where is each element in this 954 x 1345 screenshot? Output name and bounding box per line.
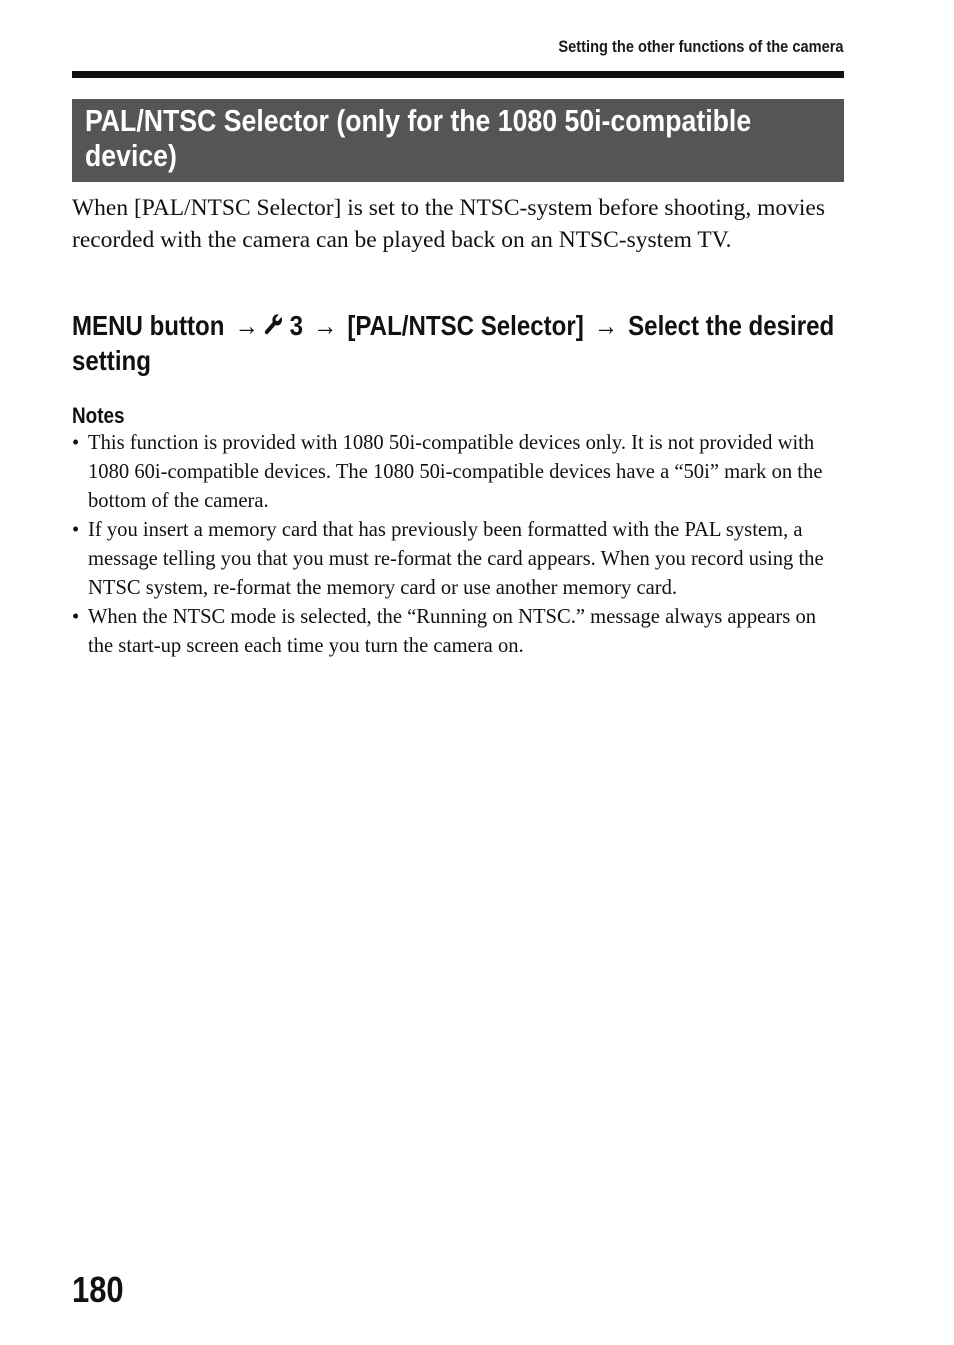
wrench-icon <box>264 313 285 337</box>
notes-list <box>72 429 844 661</box>
note-text: If you insert a memory card that has previously been formatted with the PAL system, a message telling you that you must re-format the card appears. When you record using the NTSC system, re-format the memory card or use another memory card. <box>88 519 824 599</box>
bullet: • <box>72 519 80 541</box>
intro-paragraph: When [PAL/NTSC Selector] is set to the NTSC-system before shooting, movies recorded with the camera can be played back on an NTSC-system TV. <box>72 195 826 253</box>
menu-path-start: MENU button <box>72 310 225 341</box>
note-text: This function is provided with 1080 50i-compatible devices only. It is not provided with 1080 60i-compatible devices. The 1080 50i-compatible devices have a “50i” mark on the bottom of the camera. <box>88 432 823 512</box>
bullet: • <box>72 432 80 454</box>
section-title: PAL/NTSC Selector (only for the 1080 50i-compatible device) <box>85 103 752 173</box>
page-number: 180 <box>72 1269 124 1310</box>
list-item <box>72 603 844 661</box>
arrow-icon: → <box>593 310 618 341</box>
arrow-icon: → <box>234 310 259 341</box>
section-title-banner <box>72 99 844 182</box>
list-item <box>72 516 844 603</box>
header-rule <box>72 71 844 78</box>
bullet: • <box>72 606 80 628</box>
note-text: When the NTSC mode is selected, the “Running on NTSC.” message always appears on the start-up screen each time you turn the camera on. <box>88 606 817 657</box>
list-item <box>72 429 844 516</box>
arrow-icon: → <box>313 310 338 341</box>
running-header: Setting the other functions of the camera <box>558 37 844 56</box>
menu-path <box>72 308 846 378</box>
notes-title: Notes <box>72 403 125 428</box>
menu-path-tab-number: 3 <box>289 310 304 341</box>
menu-path-item: [PAL/NTSC Selector] <box>347 310 584 341</box>
menu-path-action: Select the desired setting <box>72 310 835 376</box>
